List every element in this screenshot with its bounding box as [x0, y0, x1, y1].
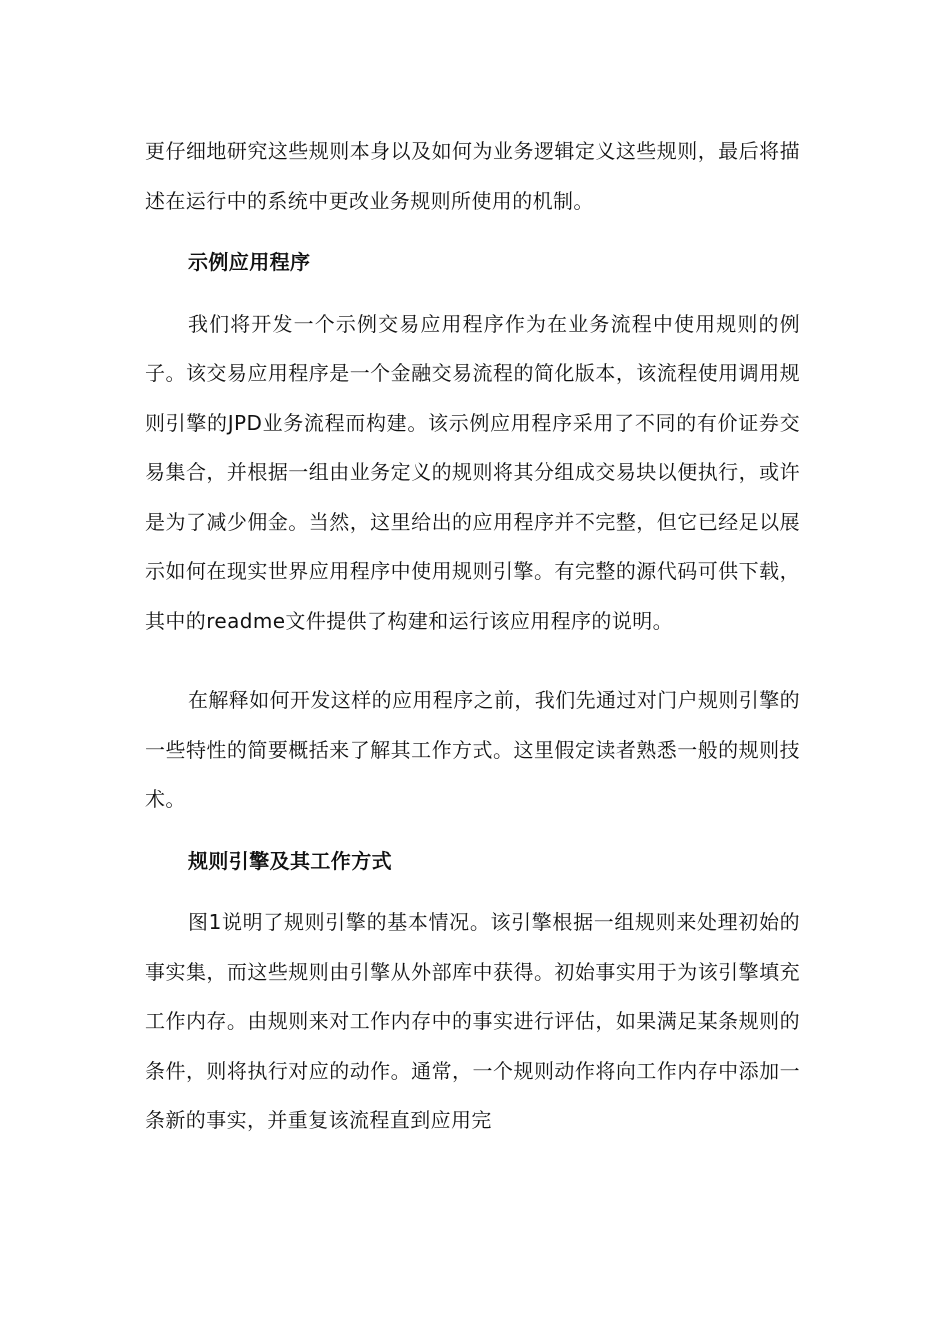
- spacer: [145, 825, 800, 837]
- paragraph-rules-engine: 图1说明了规则引擎的基本情况。该引擎根据一组规则来处理初始的事实集，而这些规则由引擎从外部库中获得。初始事实用于为该引擎填充工作内存。由规则来对工作内存中的事实进行评估，如果满足某条规则的条件，则将执行对应的动作。通常，一个规则动作将向工作内存中添加一条新的事实，并重复该流程直到应用完: [145, 910, 800, 1132]
- spacer: [145, 288, 800, 300]
- spacer: [145, 646, 800, 676]
- spacer: [145, 226, 800, 238]
- document-page: [145, 127, 800, 1146]
- spacer: [145, 886, 800, 898]
- section-heading-rules-engine: 规则引擎及其工作方式: [188, 848, 392, 873]
- section-heading-sample-app: 示例应用程序: [188, 250, 311, 274]
- paragraph-sample-app: 我们将开发一个示例交易应用程序作为在业务流程中使用规则的例子。该交易应用程序是一个金融交易流程的简化版本，该流程使用调用规则引擎的JPD业务流程而构建。该示例应用程序采用了不同的有价证券交易集合，并根据一组由业务定义的规则将其分组成交易块以便执行，或许是为了减少佣金。当然，这里给出的应用程序并不完整，但它已经足以展示如何在现实世界应用程序中使用规则引擎。有完整的源代码可供下载，其中的readme文件提供了构建和运行该应用程序的说明。: [145, 311, 800, 633]
- paragraph-before-explain: 在解释如何开发这样的应用程序之前，我们先通过对门户规则引擎的一些特性的简要概括来了解其工作方式。这里假定读者熟悉一般的规则技术。: [145, 688, 800, 811]
- paragraph-intro: 更仔细地研究这些规则本身以及如何为业务逻辑定义这些规则，最后将描述在运行中的系统中更改业务规则所使用的机制。: [145, 139, 800, 213]
